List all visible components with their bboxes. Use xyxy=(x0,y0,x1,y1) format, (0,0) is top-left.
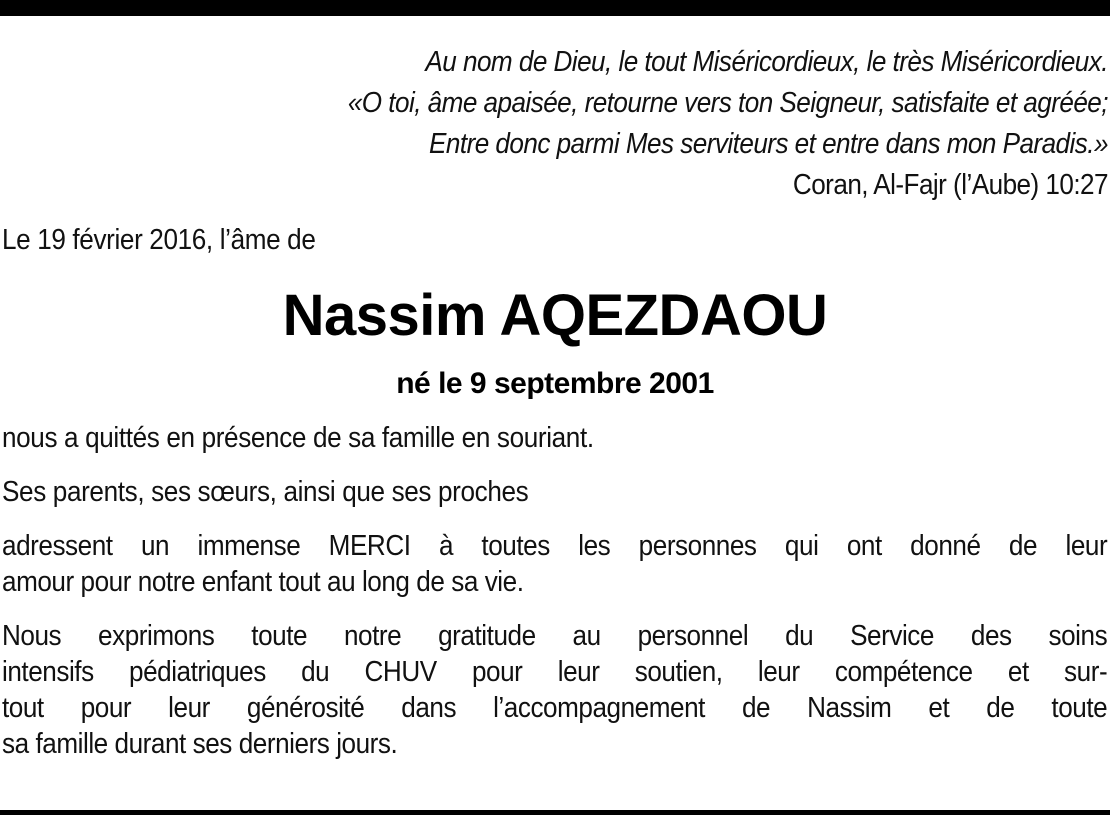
gratitude-line-2: intensifs pédiatriques du CHUV pour leur soutien, leur compétence et sur- xyxy=(2,656,1108,688)
top-border-rule xyxy=(0,0,1110,16)
paragraph-family: Ses parents, ses sœurs, ainsi que ses proches xyxy=(2,476,529,508)
paragraph-gratitude xyxy=(2,618,1110,762)
intro-text: Le 19 février 2016, l’âme de xyxy=(2,224,316,256)
thanks-line-1: adressent un immense MERCI à toutes les personnes qui ont donné de leur xyxy=(2,530,1108,562)
paragraph-thanks xyxy=(2,528,1110,600)
gratitude-line-1: Nous exprimons toute notre gratitude au personnel du Service des soins xyxy=(2,620,1108,652)
deceased-name: Nassim AQEZDAOU xyxy=(282,283,828,348)
quote-line-1: Au nom de Dieu, le tout Miséricordieux, le très Miséricordieux. xyxy=(425,46,1109,78)
thanks-line-2: amour pour notre enfant tout au long de sa vie. xyxy=(2,566,524,598)
paragraph-passing: nous a quittés en présence de sa famille en souriant. xyxy=(2,422,594,454)
bottom-border-rule xyxy=(0,810,1110,815)
quote-source: Coran, Al-Fajr (l’Aube) 10:27 xyxy=(792,169,1108,201)
quote-line-3: Entre donc parmi Mes serviteurs et entre dans mon Paradis.» xyxy=(429,128,1109,160)
birth-date: né le 9 septembre 2001 xyxy=(396,367,714,400)
quote-line-2: «O toi, âme apaisée, retourne vers ton Seigneur, satisfaite et agréée; xyxy=(347,87,1108,119)
gratitude-line-4: sa famille durant ses derniers jours. xyxy=(2,728,398,760)
gratitude-line-3: tout pour leur générosité dans l’accompagnement de Nassim et de toute xyxy=(2,692,1108,724)
quran-quote xyxy=(118,42,1108,206)
